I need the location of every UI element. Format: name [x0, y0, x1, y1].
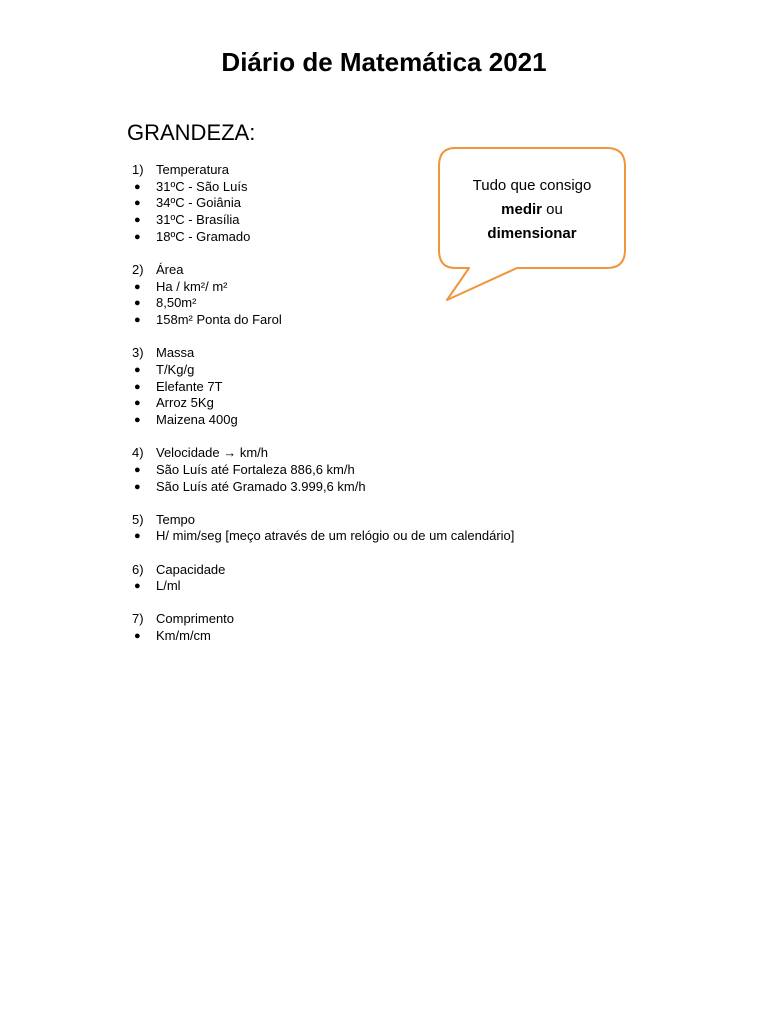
list-item: [120, 479, 580, 496]
bullet-icon: ●: [134, 580, 141, 593]
list-item: [120, 312, 580, 329]
list-item-text: T/Kg/g: [156, 361, 195, 377]
list-item-label: Temperatura: [156, 162, 229, 177]
list-group-capacidade: [120, 562, 580, 595]
list-group-tempo: [120, 512, 580, 545]
list-number: 3): [132, 345, 144, 361]
list-item-heading: [120, 611, 580, 628]
bullet-icon: ●: [134, 380, 141, 393]
bullet-icon: ●: [134, 214, 141, 227]
list-item-heading: [120, 562, 580, 579]
list-item-label: Área: [156, 261, 184, 277]
callout-line-1: Tudo que consigo: [472, 177, 592, 194]
list-number: 7): [132, 611, 144, 627]
list-item-text: 8,50m²: [156, 295, 197, 311]
bullet-icon: ●: [134, 230, 141, 243]
callout-connector: ou: [546, 201, 563, 218]
list-item-text: Arroz 5Kg: [156, 395, 214, 411]
section-heading: GRANDEZA:: [127, 120, 256, 145]
bullet-icon: ●: [134, 530, 141, 543]
list-item-heading: [120, 445, 580, 462]
list-item: [120, 395, 580, 412]
list-item-text: 158m² Ponta do Farol: [156, 312, 282, 327]
list-number: 1): [132, 162, 144, 177]
list-item: [120, 628, 580, 645]
list-item-label: Velocidade → km/h: [156, 445, 269, 461]
list-item-text: H/ mim/seg [meço através de um relógio ou de um calendário]: [156, 528, 515, 544]
list-item-text: L/ml: [156, 578, 181, 594]
bullet-icon: ●: [134, 413, 141, 426]
bullet-icon: ●: [134, 630, 141, 643]
bullet-icon: ●: [134, 280, 141, 293]
list-item-heading: [120, 512, 580, 529]
callout-text: [439, 174, 625, 246]
bullet-icon: ●: [134, 297, 141, 310]
list-item-heading: [120, 345, 580, 362]
bullet-icon: ●: [134, 314, 141, 326]
callout-line-2: [439, 198, 625, 222]
bullet-icon: ●: [134, 480, 141, 493]
list-item: [120, 379, 580, 396]
list-item-text: Km/m/cm: [156, 628, 211, 644]
list-item-text: 31ºC - São Luís: [156, 178, 248, 194]
page-title: Diário de Matemática 2021: [221, 47, 547, 77]
list-group-comprimento: [120, 611, 580, 644]
list-number: 5): [132, 511, 144, 527]
list-item-label: Comprimento: [156, 611, 235, 627]
list-item-text: Elefante 7T: [156, 378, 223, 394]
list-item: [120, 462, 580, 479]
list-item: [120, 412, 580, 429]
list-item-label: Capacidade: [156, 561, 226, 577]
list-group-massa: [120, 345, 580, 428]
list-group-velocidade: [120, 445, 580, 495]
bullet-icon: ●: [134, 363, 141, 376]
list-item-label: Tempo: [156, 511, 196, 527]
callout-bold-word-1: medir: [501, 201, 542, 218]
bullet-icon: ●: [134, 397, 141, 410]
list-item: [120, 362, 580, 379]
list-item-text: Ha / km²/ m²: [156, 278, 228, 294]
list-item-text: 31ºC - Brasília: [156, 212, 240, 228]
list-item-text: Maizena 400g: [156, 411, 238, 427]
callout-bold-word-2: dimensionar: [487, 225, 577, 242]
callout-line-3: [439, 222, 625, 246]
bullet-icon: ●: [134, 197, 141, 210]
list-item-text: São Luís até Fortaleza 886,6 km/h: [156, 461, 355, 477]
list-item-label: Massa: [156, 345, 195, 361]
list-item-text: 34ºC - Goiânia: [156, 195, 241, 211]
bullet-icon: ●: [134, 180, 141, 193]
speech-bubble-callout: [437, 146, 627, 302]
list-number: 2): [132, 261, 144, 277]
list-item-text: São Luís até Gramado 3.999,6 km/h: [156, 478, 366, 494]
list-item: [120, 578, 580, 595]
bullet-icon: ●: [134, 463, 141, 476]
list-item-text: 18ºC - Gramado: [156, 228, 251, 244]
list-number: 4): [132, 445, 144, 461]
list-number: 6): [132, 561, 144, 577]
list-item: [120, 528, 580, 545]
